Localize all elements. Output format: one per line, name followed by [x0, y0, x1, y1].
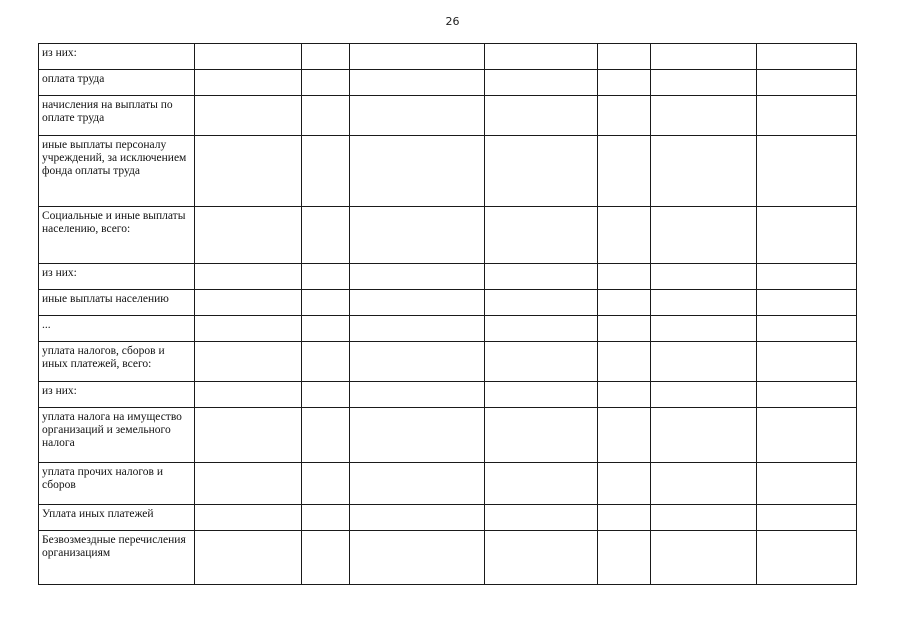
table-row [39, 70, 857, 96]
empty-cell [598, 316, 651, 342]
empty-cell [757, 316, 857, 342]
row-label: иные выплаты персоналу учреждений, за исключением фонда оплаты труда [39, 136, 195, 207]
empty-cell [195, 136, 302, 207]
empty-cell [485, 96, 598, 136]
empty-cell [485, 463, 598, 505]
empty-cell [651, 505, 757, 531]
empty-cell [302, 136, 350, 207]
empty-cell [302, 207, 350, 264]
empty-cell [757, 290, 857, 316]
empty-cell [195, 264, 302, 290]
table-row [39, 408, 857, 463]
empty-cell [350, 290, 485, 316]
empty-cell [651, 96, 757, 136]
empty-cell [651, 408, 757, 463]
row-label: Уплата иных платежей [39, 505, 195, 531]
empty-cell [757, 264, 857, 290]
empty-cell [485, 505, 598, 531]
empty-cell [302, 264, 350, 290]
table-row [39, 382, 857, 408]
row-label: из них: [39, 264, 195, 290]
empty-cell [651, 44, 757, 70]
empty-cell [651, 290, 757, 316]
empty-cell [757, 70, 857, 96]
table-row [39, 342, 857, 382]
empty-cell [757, 531, 857, 585]
row-label: уплата налогов, сборов и иных платежей, всего: [39, 342, 195, 382]
empty-cell [350, 316, 485, 342]
empty-cell [485, 531, 598, 585]
empty-cell [598, 207, 651, 264]
empty-cell [195, 408, 302, 463]
empty-cell [651, 136, 757, 207]
table-row [39, 316, 857, 342]
empty-cell [195, 207, 302, 264]
row-label: из них: [39, 382, 195, 408]
empty-cell [485, 70, 598, 96]
empty-cell [598, 44, 651, 70]
table-row [39, 531, 857, 585]
empty-cell [350, 505, 485, 531]
table-row [39, 264, 857, 290]
empty-cell [195, 531, 302, 585]
empty-cell [302, 342, 350, 382]
row-label: иные выплаты населению [39, 290, 195, 316]
empty-cell [195, 382, 302, 408]
empty-cell [598, 264, 651, 290]
empty-cell [651, 531, 757, 585]
empty-cell [302, 316, 350, 342]
table-row [39, 463, 857, 505]
empty-cell [195, 44, 302, 70]
empty-cell [485, 316, 598, 342]
empty-cell [651, 207, 757, 264]
empty-cell [757, 342, 857, 382]
empty-cell [598, 96, 651, 136]
empty-cell [757, 382, 857, 408]
empty-cell [350, 96, 485, 136]
empty-cell [195, 316, 302, 342]
table-row [39, 505, 857, 531]
empty-cell [598, 463, 651, 505]
empty-cell [651, 342, 757, 382]
empty-cell [757, 408, 857, 463]
table-row [39, 44, 857, 70]
row-label: Социальные и иные выплаты населению, всего: [39, 207, 195, 264]
table-row [39, 136, 857, 207]
table-row [39, 290, 857, 316]
empty-cell [350, 408, 485, 463]
page-number: 26 [445, 15, 460, 28]
empty-cell [350, 531, 485, 585]
empty-cell [302, 463, 350, 505]
empty-cell [757, 96, 857, 136]
empty-cell [302, 96, 350, 136]
budget-table [38, 43, 857, 585]
empty-cell [485, 408, 598, 463]
empty-cell [302, 408, 350, 463]
empty-cell [302, 44, 350, 70]
empty-cell [302, 505, 350, 531]
row-label: уплата прочих налогов и сборов [39, 463, 195, 505]
empty-cell [350, 463, 485, 505]
empty-cell [757, 207, 857, 264]
empty-cell [485, 264, 598, 290]
row-label: начисления на выплаты по оплате труда [39, 96, 195, 136]
empty-cell [598, 408, 651, 463]
empty-cell [598, 290, 651, 316]
empty-cell [195, 505, 302, 531]
empty-cell [302, 290, 350, 316]
empty-cell [350, 136, 485, 207]
empty-cell [302, 382, 350, 408]
empty-cell [350, 264, 485, 290]
empty-cell [350, 70, 485, 96]
empty-cell [485, 44, 598, 70]
empty-cell [485, 290, 598, 316]
empty-cell [598, 382, 651, 408]
empty-cell [651, 264, 757, 290]
empty-cell [651, 382, 757, 408]
row-label: из них: [39, 44, 195, 70]
empty-cell [302, 531, 350, 585]
empty-cell [598, 531, 651, 585]
empty-cell [350, 382, 485, 408]
empty-cell [757, 463, 857, 505]
empty-cell [598, 70, 651, 96]
empty-cell [651, 316, 757, 342]
empty-cell [757, 136, 857, 207]
table-row [39, 207, 857, 264]
empty-cell [350, 44, 485, 70]
row-label: оплата труда [39, 70, 195, 96]
table-row [39, 96, 857, 136]
empty-cell [651, 463, 757, 505]
empty-cell [350, 342, 485, 382]
empty-cell [757, 505, 857, 531]
row-label: уплата налога на имущество организаций и земельного налога [39, 408, 195, 463]
empty-cell [195, 290, 302, 316]
empty-cell [195, 96, 302, 136]
empty-cell [195, 463, 302, 505]
empty-cell [195, 342, 302, 382]
empty-cell [485, 207, 598, 264]
empty-cell [195, 70, 302, 96]
empty-cell [598, 136, 651, 207]
row-label: ... [39, 316, 195, 342]
empty-cell [598, 342, 651, 382]
empty-cell [485, 382, 598, 408]
row-label: Безвозмездные перечисления организациям [39, 531, 195, 585]
empty-cell [302, 70, 350, 96]
empty-cell [485, 342, 598, 382]
empty-cell [350, 207, 485, 264]
empty-cell [598, 505, 651, 531]
empty-cell [485, 136, 598, 207]
empty-cell [757, 44, 857, 70]
empty-cell [651, 70, 757, 96]
